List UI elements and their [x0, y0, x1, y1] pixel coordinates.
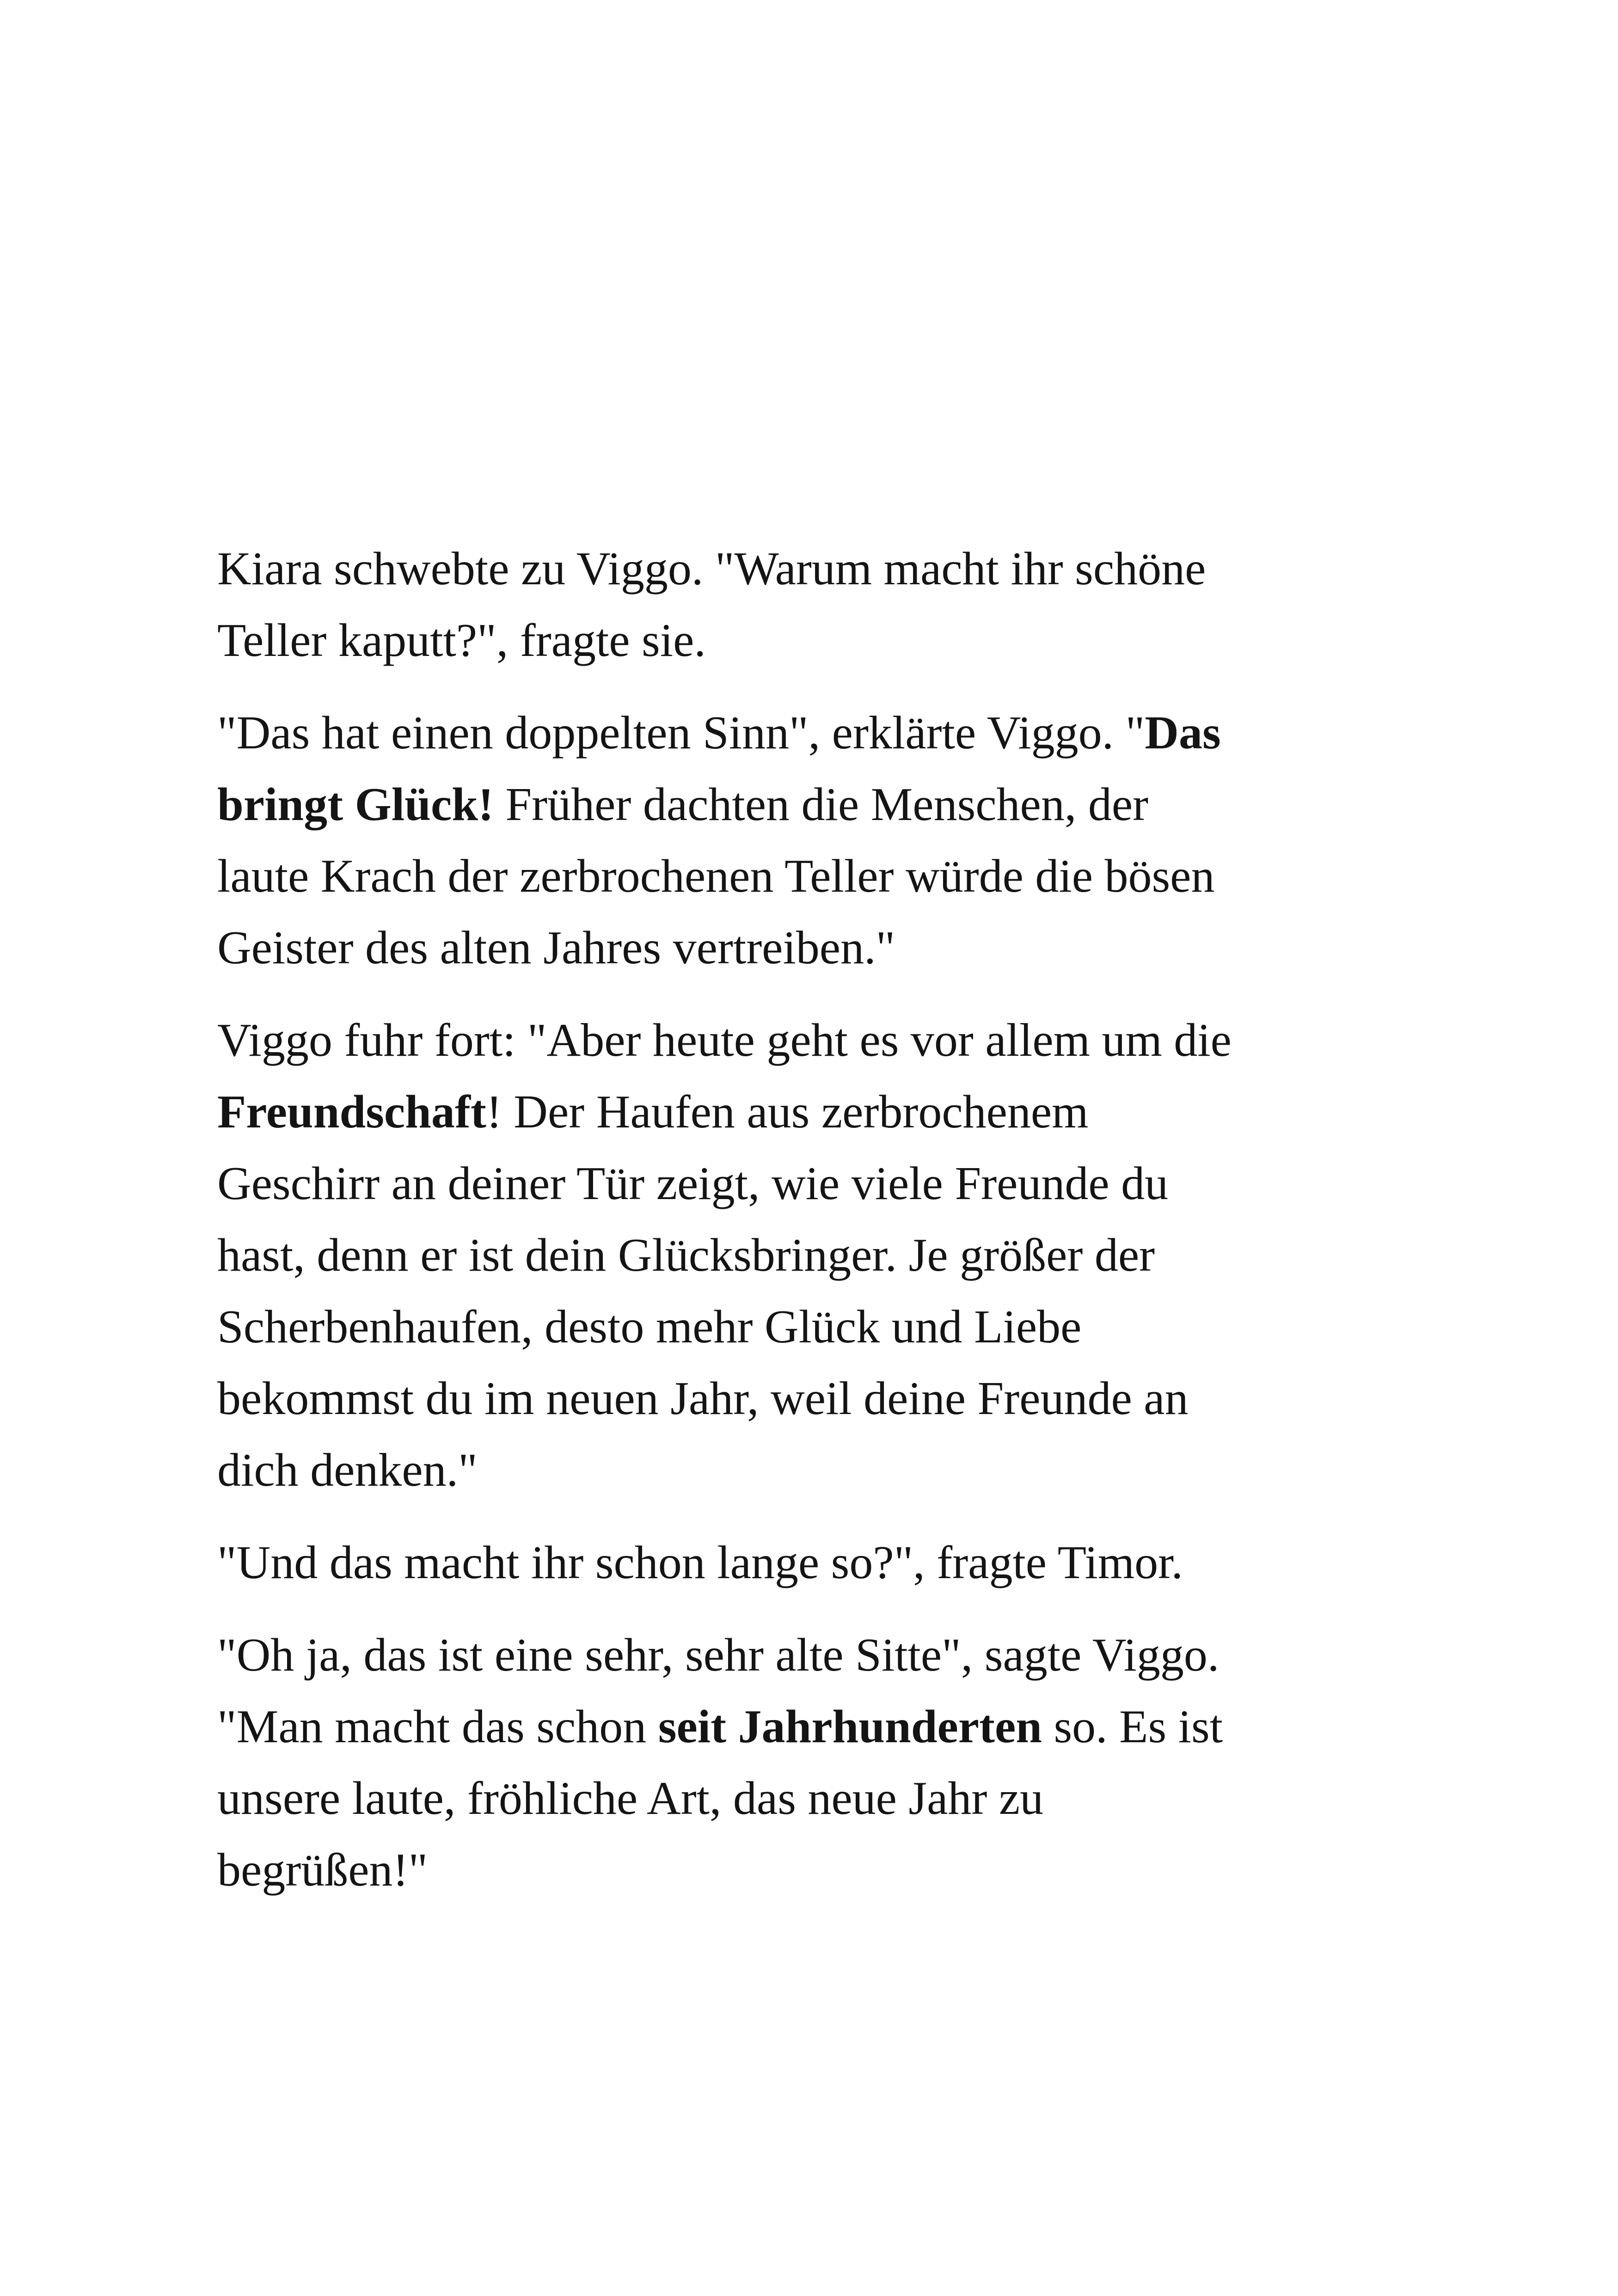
- text-line: dich denken.": [217, 1444, 478, 1496]
- text-line: [217, 1691, 1428, 1763]
- bold-phrase: seit Jahrhunderten: [658, 1701, 1042, 1753]
- text-line: Teller kaputt?", fragte sie.: [217, 614, 706, 667]
- text-segment: "Man macht das schon: [217, 1701, 658, 1753]
- text-segment: ! Der Haufen aus zerbrochenem: [486, 1086, 1089, 1138]
- text-line: laute Krach der zerbrochenen Teller würde die bösen: [217, 850, 1215, 902]
- text-line: [217, 697, 1428, 769]
- bold-phrase: Freundschaft: [217, 1086, 486, 1138]
- text-line: hast, denn er ist dein Glücksbringer. Je größer der: [217, 1229, 1155, 1281]
- text-line: unsere laute, fröhliche Art, das neue Jahr zu: [217, 1772, 1044, 1825]
- text-line: "Oh ja, das ist eine sehr, sehr alte Sitte", sagte Viggo.: [217, 1629, 1220, 1681]
- paragraph-4: [217, 1527, 1428, 1598]
- paragraph-1: [217, 533, 1428, 676]
- text-line: "Und das macht ihr schon lange so?", fragte Timor.: [217, 1537, 1183, 1589]
- text-line: Geister des alten Jahres vertreiben.": [217, 922, 895, 974]
- text-line: begrüßen!": [217, 1844, 428, 1896]
- text-line: bekommst du im neuen Jahr, weil deine Freunde an: [217, 1372, 1189, 1425]
- bold-phrase: bringt Glück!: [217, 778, 494, 831]
- paragraph-5: [217, 1619, 1428, 1906]
- text-segment: Früher dachten die Menschen, der: [493, 778, 1149, 831]
- story-text: [217, 533, 1428, 1927]
- paragraph-3: [217, 1004, 1428, 1506]
- text-line: [217, 1076, 1428, 1148]
- text-line: Kiara schwebte zu Viggo. "Warum macht ihr schöne: [217, 543, 1206, 595]
- text-line: Viggo fuhr fort: "Aber heute geht es vor allem um die: [217, 1014, 1232, 1066]
- paragraph-2: [217, 697, 1428, 984]
- text-line: Scherbenhaufen, desto mehr Glück und Liebe: [217, 1301, 1082, 1353]
- text-segment: so. Es ist: [1042, 1701, 1223, 1753]
- text-segment: "Das hat einen doppelten Sinn", erklärte Viggo. ": [217, 707, 1145, 759]
- text-line: Geschirr an deiner Tür zeigt, wie viele Freunde du: [217, 1157, 1169, 1210]
- bold-phrase: Das: [1145, 707, 1221, 759]
- text-line: [217, 769, 1428, 840]
